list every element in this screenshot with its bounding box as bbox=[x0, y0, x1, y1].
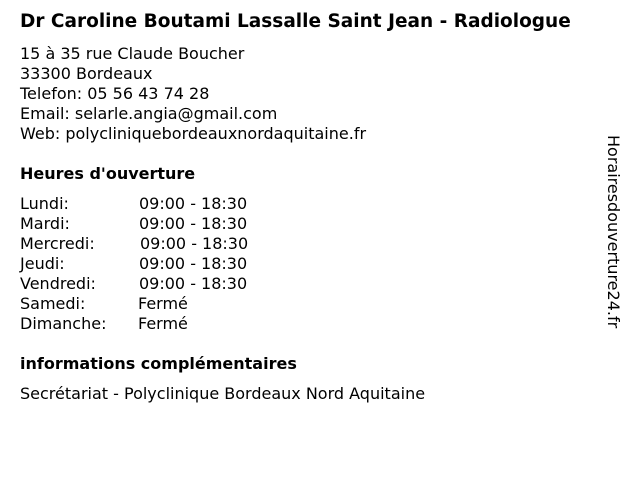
day-label: Jeudi: bbox=[20, 254, 65, 273]
website: Web: polycliniquebordeauxnordaquitaine.fr bbox=[20, 124, 367, 143]
email-address: Email: selarle.angia@gmail.com bbox=[20, 104, 278, 123]
phone-number: Telefon: 05 56 43 74 28 bbox=[20, 84, 210, 103]
hours-value: 09:00 - 18:30 bbox=[139, 274, 248, 293]
city: 33300 Bordeaux bbox=[20, 64, 153, 83]
additional-info-text: Secrétariat - Polyclinique Bordeaux Nord Aquitaine bbox=[20, 384, 426, 403]
day-label: Samedi: bbox=[20, 294, 86, 313]
opening-hours-heading: Heures d'ouverture bbox=[20, 164, 196, 183]
day-label: Mercredi: bbox=[20, 234, 95, 253]
page-title: Dr Caroline Boutami Lassalle Saint Jean - Radiologue bbox=[20, 11, 571, 32]
day-label: Lundi: bbox=[20, 194, 69, 213]
contact-block bbox=[20, 44, 366, 144]
additional-info-heading: informations complémentaires bbox=[20, 354, 297, 373]
hours-value: 09:00 - 18:30 bbox=[140, 234, 249, 253]
day-label: Mardi: bbox=[20, 214, 70, 233]
hours-value: 09:00 - 18:30 bbox=[139, 194, 248, 213]
day-label: Dimanche: bbox=[20, 314, 107, 333]
hours-value: 09:00 - 18:30 bbox=[139, 254, 248, 273]
hours-value: Fermé bbox=[138, 314, 188, 333]
hours-value: Fermé bbox=[138, 294, 188, 313]
day-label: Vendredi: bbox=[20, 274, 96, 293]
street-address: 15 à 35 rue Claude Boucher bbox=[20, 44, 245, 63]
hours-value: 09:00 - 18:30 bbox=[139, 214, 248, 233]
side-brand-watermark: Horairesdouverture24.fr bbox=[604, 135, 623, 329]
